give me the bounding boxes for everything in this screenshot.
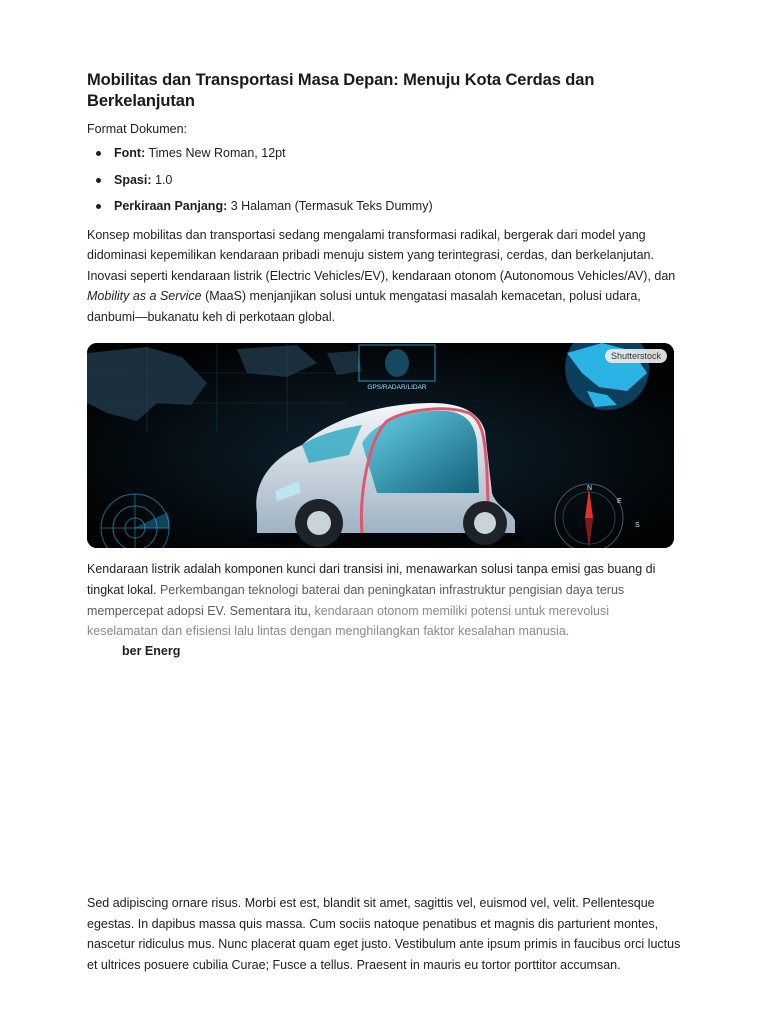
format-label: Format Dokumen: <box>87 122 188 136</box>
compass-s: S <box>635 522 640 530</box>
hud-label: GPS/RADAR/LIDAR <box>367 384 427 392</box>
image-credit: Shutterstock <box>605 349 667 363</box>
text-fragment: ber Energ <box>122 643 181 658</box>
spec-spacing: Spasi: 1.0 <box>114 172 677 188</box>
intro-paragraph: Konsep mobilitas dan transportasi sedang mengalami transformasi radikal, bergerak dari model yang didominasi kepemilikan kendaraan pribadi menuju sistem yang terintegrasi, cerdas, dan berkelanjutan. Inovasi seperti kendaraan listrik (Electric Vehicles/EV), kendaraan otonom (Autonomous Vehicles/AV), dan Mobility as a Service (MaaS) menjanjikan solusi untuk mengatasi masalah kemacetan, polusi udara, danbumi—bukanatu keh di perkotaan global. <box>87 227 676 324</box>
format-spec-list <box>87 145 677 214</box>
spec-font: Font: Times New Roman, 12pt <box>114 145 677 161</box>
spec-length: Perkiraan Panjang: 3 Halaman (Termasuk Teks Dummy) <box>114 198 677 214</box>
hero-image <box>87 343 674 548</box>
lorem-paragraph: Sed adipiscing ornare risus. Morbi est est, blandit sit amet, sagittis vel, euismod vel, velit. Pellentesque egestas. In dapibus massa quis massa. Cum sociis natoque penatibus et magnis dis parturient montes, nascetur ridiculus mus. Nunc placerat quam eget justo. Vestibulum ante ipsum primis in faucibus orci luctus et ultrices posuere cubilia Curae; Fusce a tellus. Praesent in mauris eu tortor porttitor accumsan. <box>87 896 681 972</box>
document-title: Mobilitas dan Transportasi Masa Depan: Menuju Kota Cerdas dan Berkelanjutan <box>87 71 595 110</box>
ev-paragraph: Kendaraan listrik adalah komponen kunci dari transisi ini, menawarkan solusi tanpa emisi gas buang di tingkat lokal. Perkembangan teknologi baterai dan peningkatan infrastruktur pengisian daya terus mempercepat adopsi EV. Sementara itu, kendaraan otonom memiliki potensi untuk merevolusi keselamatan dan efisiensi lalu lintas dengan menghilangkan faktor kesalahan manusia. <box>87 562 656 639</box>
compass-e: E <box>617 498 622 506</box>
compass-n: N <box>587 485 593 493</box>
document-page <box>87 70 677 659</box>
autonomous-car-illustration <box>87 343 674 548</box>
